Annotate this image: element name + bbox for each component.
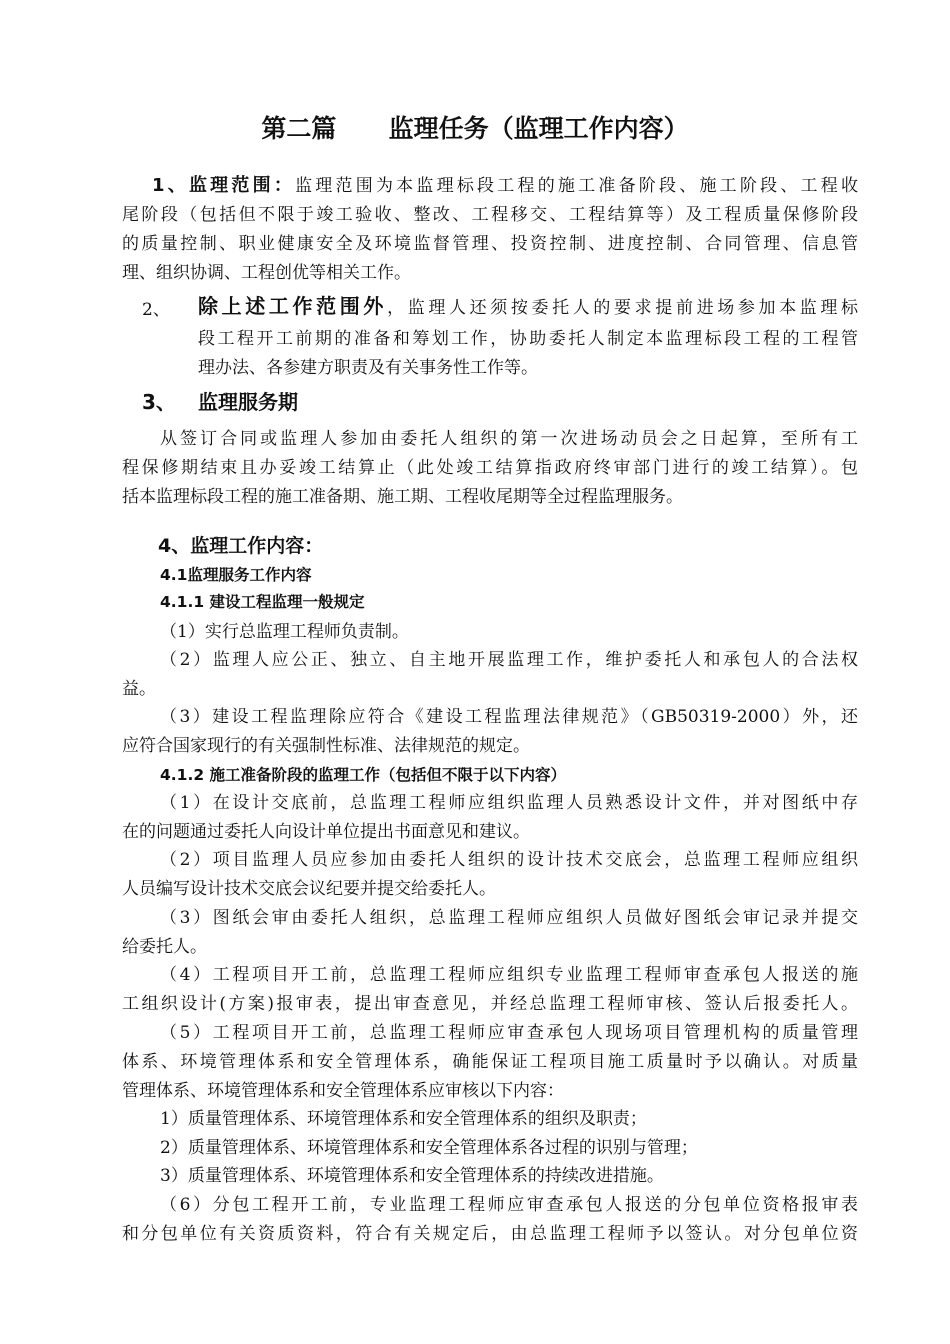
s3-number: 3、 xyxy=(142,390,176,414)
p12-line-12: 1）质量管理体系、环境管理体系和安全管理体系的组织及职责； xyxy=(160,1109,647,1129)
p12-line-5: （3）图纸会审由委托人组织，总监理工程师应组织人员做好图纸会审记录并提交 xyxy=(160,908,858,928)
s2-number: 2、 xyxy=(142,300,170,320)
s1-line-1: 1、监理范围：监理范围为本监理标段工程的施工准备阶段、施工阶段、工程收 xyxy=(152,175,858,196)
p12-line-3: （2）项目监理人员应参加由委托人组织的设计技术交底会，总监理工程师应组织 xyxy=(160,850,858,870)
s2-line-3: 理办法、各参建方职责及有关事务性工作等。 xyxy=(198,358,538,378)
p12-line-8: 工组织设计(方案)报审表，提出审查意见，并经总监理工程师审核、签认后报委托人。 xyxy=(122,994,858,1014)
p11-line-4: （3）建设工程监理除应符合《建设工程监理法律规范》（GB50319-2000）外，还 xyxy=(160,707,858,727)
p12-line-1: （1）在设计交底前，总监理工程师应组织监理人员熟悉设计文件，并对图纸中存 xyxy=(160,793,858,813)
p12-line-9: （5）工程项目开工前，总监理工程师应审查承包人现场项目管理机构的质量管理 xyxy=(160,1023,858,1043)
p12-line-6: 给委托人。 xyxy=(122,937,207,957)
p12-line-4: 人员编写设计技术交底会议纪要并提交给委托人。 xyxy=(122,879,496,899)
p12-line-16: 和分包单位有关资质资料，符合有关规定后，由总监理工程师予以签认。对分包单位资 xyxy=(122,1224,858,1244)
p12-line-15: （6）分包工程开工前，专业监理工程师应审查承包人报送的分包单位资格报审表 xyxy=(160,1195,858,1215)
s4-1-2-heading: 4.1.2 施工准备阶段的监理工作（包括但不限于以下内容） xyxy=(160,766,567,784)
s4-1-heading: 4.1监理服务工作内容 xyxy=(160,566,312,584)
p11-line-2: （2）监理人应公正、独立、自主地开展监理工作，维护委托人和承包人的合法权 xyxy=(160,650,858,670)
s2-label: 除上述工作范围外 xyxy=(198,294,388,318)
p12-line-7: （4）工程项目开工前，总监理工程师应组织专业监理工程师审查承包人报送的施 xyxy=(160,965,858,985)
p12-line-2: 在的问题通过委托人向设计单位提出书面意见和建议。 xyxy=(122,822,530,842)
s1-line-4: 理、组织协调、工程创优等相关工作。 xyxy=(122,263,411,283)
s4-1-1-heading: 4.1.1 建设工程监理一般规定 xyxy=(160,593,365,611)
s1-line-2: 尾阶段（包括但不限于竣工验收、整改、工程移交、工程结算等）及工程质量保修阶段 xyxy=(122,205,858,225)
page-title: 第二篇 监理任务（监理工作内容） xyxy=(261,114,689,143)
p12-line-14: 3）质量管理体系、环境管理体系和安全管理体系的持续改进措施。 xyxy=(160,1166,664,1186)
s1-label: 1、监理范围： xyxy=(152,175,296,196)
p11-line-1: （1）实行总监理工程师负责制。 xyxy=(160,622,409,642)
s3-heading: 监理服务期 xyxy=(198,390,298,414)
s3-line-1: 从签订合同或监理人参加由委托人组织的第一次进场动员会之日起算，至所有工 xyxy=(160,429,858,449)
s3-line-2: 程保修期结束且办妥竣工结算止（此处竣工结算指政府终审部门进行的竣工结算）。包 xyxy=(122,458,858,478)
s2-line-1: 除上述工作范围外，监理人还须按委托人的要求提前进场参加本监理标 xyxy=(198,294,859,318)
s3-line-3: 括本监理标段工程的施工准备期、施工期、工程收尾期等全过程监理服务。 xyxy=(122,487,683,507)
s1-line-3: 的质量控制、职业健康安全及环境监督管理、投资控制、进度控制、合同管理、信息管 xyxy=(122,234,858,254)
p11-line-3: 益。 xyxy=(122,679,156,699)
p11-line-5: 应符合国家现行的有关强制性标准、法律规范的规定。 xyxy=(122,736,530,756)
s2-line-2: 段工程开工前期的准备和筹划工作，协助委托人制定本监理标段工程的工程管 xyxy=(198,329,858,349)
p12-line-10: 体系、环境管理体系和安全管理体系，确能保证工程项目施工质量时予以确认。对质量 xyxy=(122,1052,858,1072)
p12-line-11: 管理体系、环境管理体系和安全管理体系应审核以下内容： xyxy=(122,1081,564,1101)
p12-line-13: 2）质量管理体系、环境管理体系和安全管理体系各过程的识别与管理； xyxy=(160,1138,698,1158)
s4-heading: 4、监理工作内容： xyxy=(158,535,324,557)
